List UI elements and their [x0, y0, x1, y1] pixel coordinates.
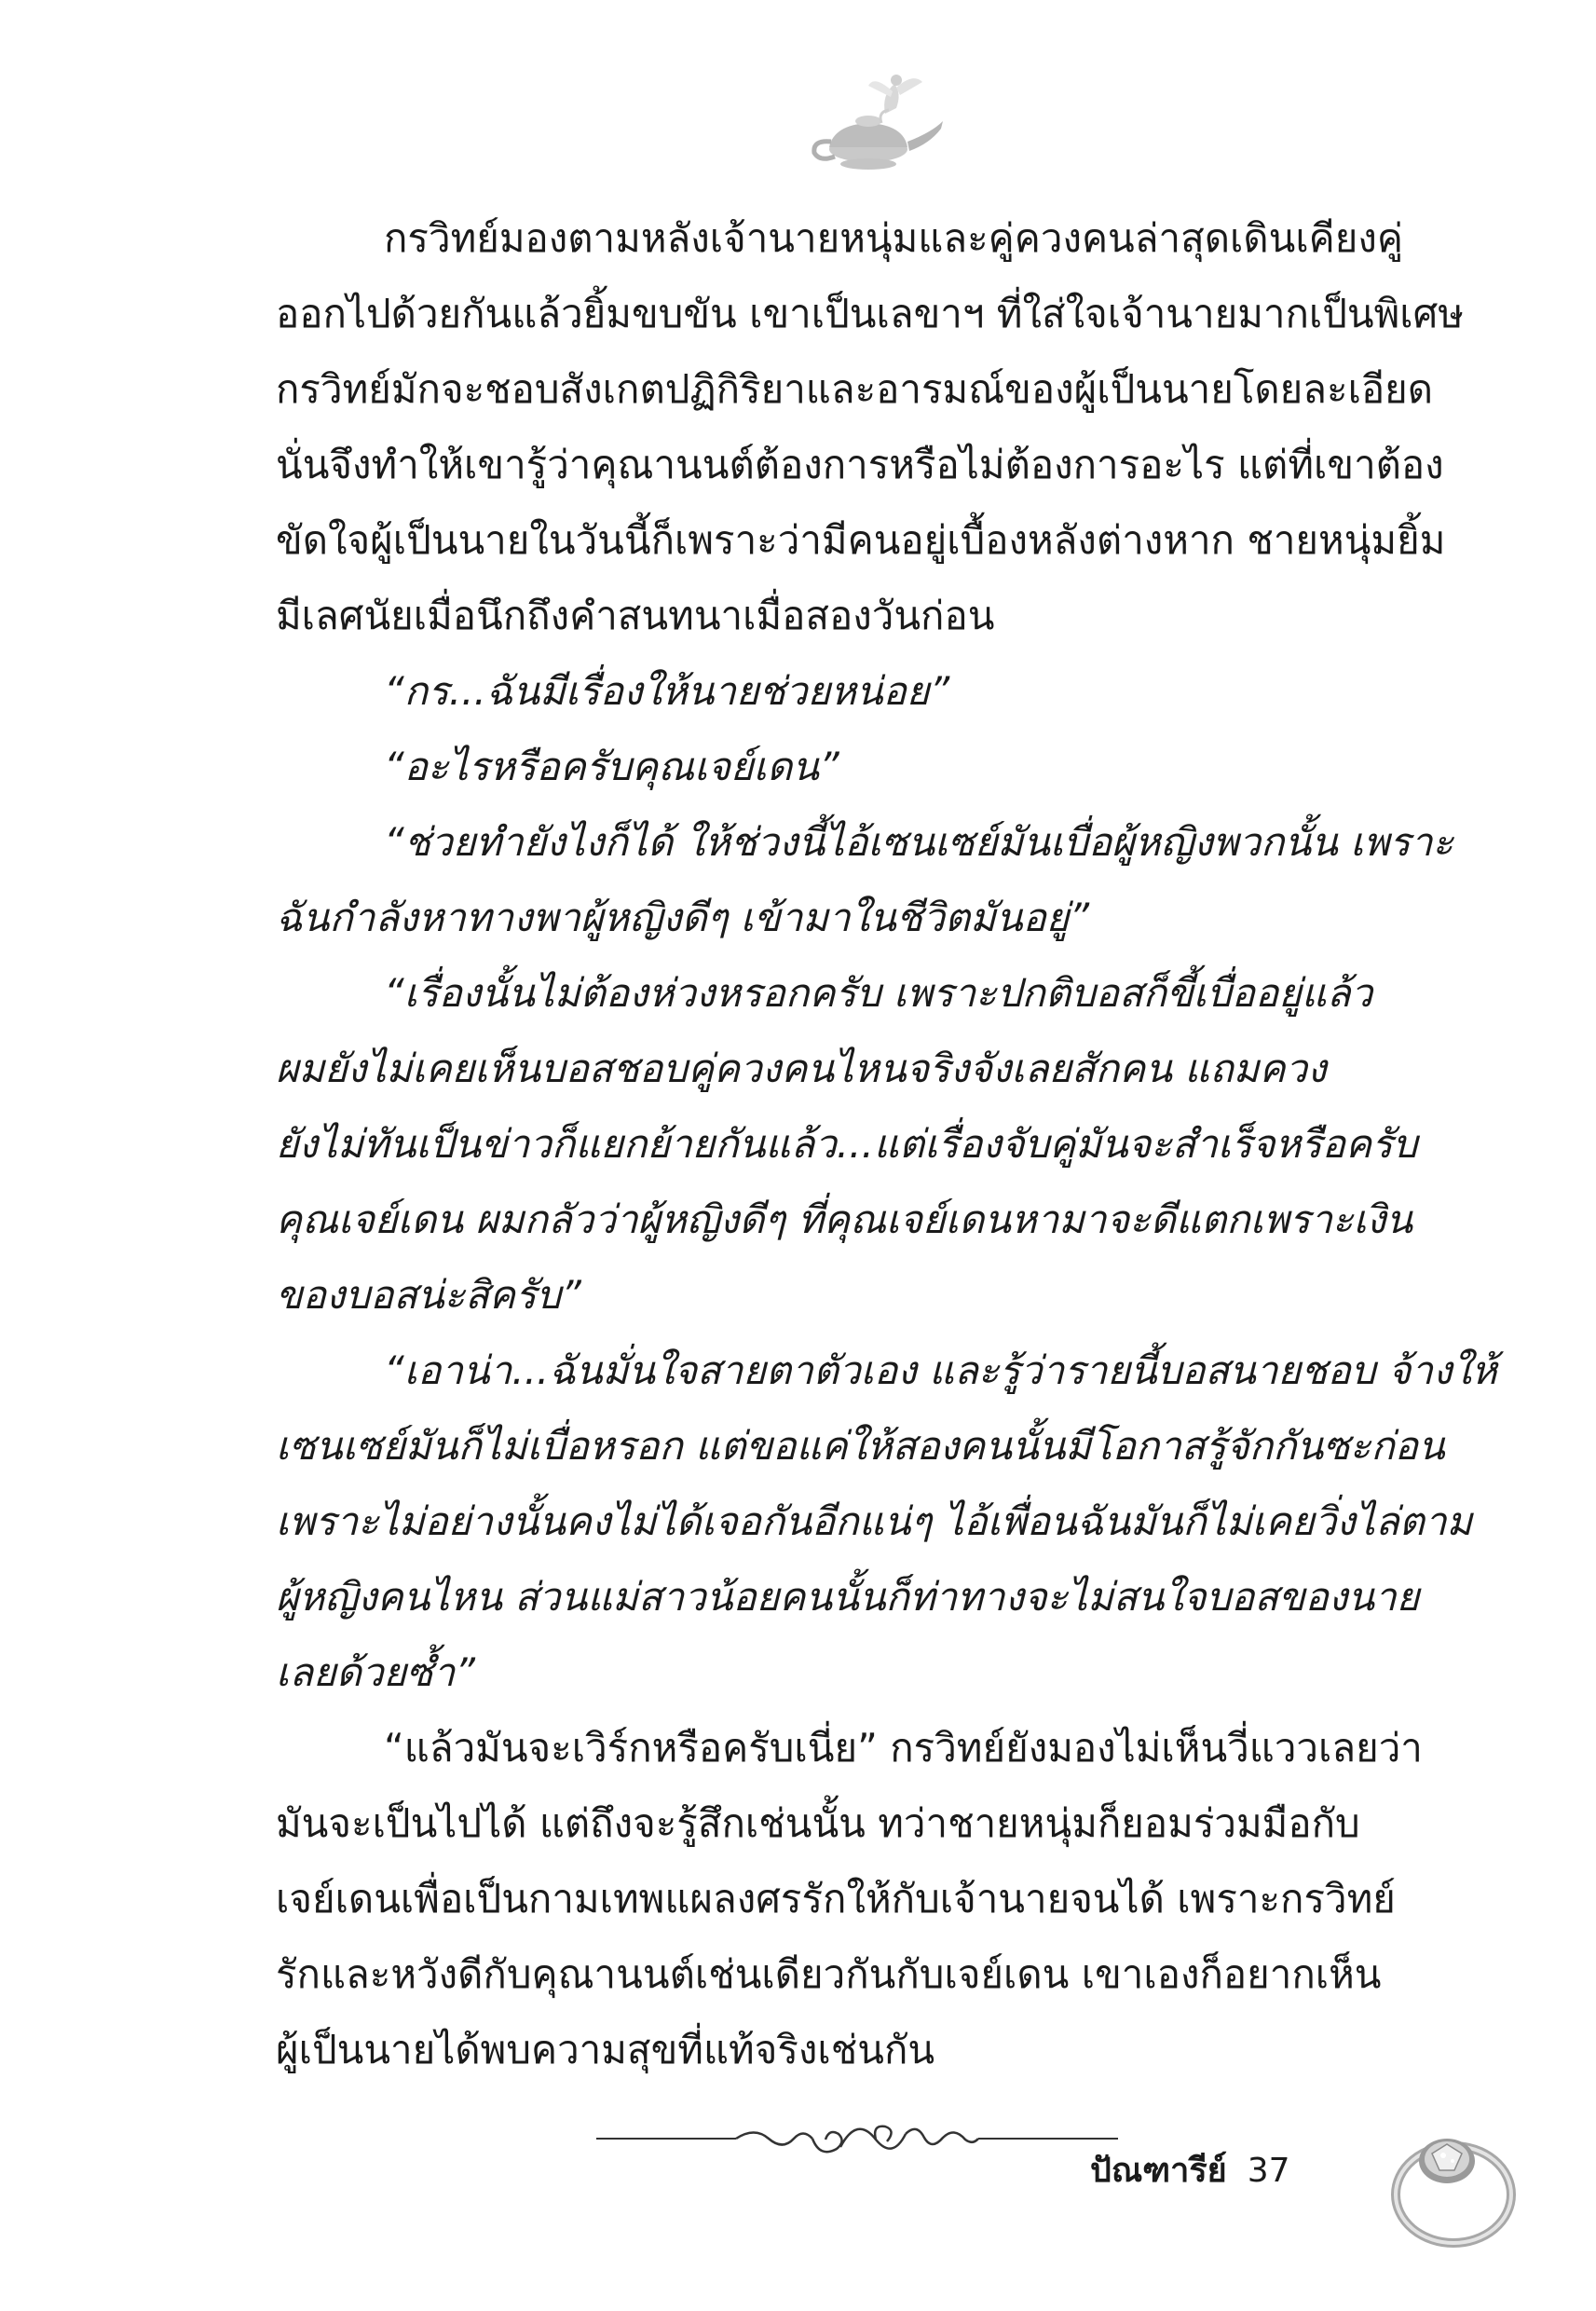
dialogue-line: “เรื่องนั้นไม่ต้องห่วงหรอกครับ เพราะปกติบอสก็ขี้เบื่ออยู่แล้ว — [384, 970, 1373, 1016]
text-line: ออกไปด้วยกันแล้วยิ้มขบขัน เขาเป็นเลขาฯ ที่ใส่ใจเจ้านายมากเป็นพิเศษ — [276, 291, 1465, 336]
body-text — [276, 200, 1497, 2087]
dialogue-line: เลยด้วยซ้ำ” — [276, 1649, 476, 1695]
dialogue-line: คุณเจย์เดน ผมกลัวว่าผู้หญิงดีๆ ที่คุณเจย์เดนหามาจะดีแตกเพราะเงิน — [276, 1197, 1413, 1242]
dialogue-line: “กร...ฉันมีเรื่องให้นายช่วยหน่อย” — [384, 668, 950, 714]
diamond-ring-icon — [1365, 2092, 1523, 2255]
dialogue-line: ยังไม่ทันเป็นข่าวก็แยกย้ายกันแล้ว...แต่เรื่องจับคู่มันจะสำเร็จหรือครับ — [276, 1121, 1418, 1167]
dialogue-line: “ช่วยทำยังไงก็ได้ ให้ช่วงนี้ไอ้เซนเซย์มันเบื่อผู้หญิงพวกนั้น เพราะ — [384, 819, 1453, 865]
dialogue-line: “อะไรหรือครับคุณเจย์เดน” — [384, 744, 839, 789]
dialogue-line: เซนเซย์มันก็ไม่เบื่อหรอก แต่ขอแค่ให้สองคนนั้นมีโอกาสรู้จักกันซะก่อน — [276, 1423, 1445, 1469]
text-line: “แล้วมันจะเวิร์กหรือครับเนี่ย” กรวิทย์ยังมองไม่เห็นวี่แววเลยว่า — [384, 1725, 1423, 1771]
dialogue-line: “เอาน่า...ฉันมั่นใจสายตาตัวเอง และรู้ว่ารายนี้บอสนายชอบ จ้างให้ — [384, 1347, 1497, 1393]
text-line: กรวิทย์มองตามหลังเจ้านายหนุ่มและคู่ควงคนล่าสุดเดินเคียงคู่ — [384, 215, 1403, 261]
text-line: มีเลศนัยเมื่อนึกถึงคำสนทนาเมื่อสองวันก่อน — [276, 593, 995, 638]
page-footer — [1090, 2143, 1290, 2199]
dialogue-line: ฉันกำลังหาทางพาผู้หญิงดีๆ เข้ามาในชีวิตมันอยู่” — [276, 895, 1090, 940]
text-line: เจย์เดนเพื่อเป็นกามเทพแผลงศรรักให้กับเจ้านายจนได้ เพราะกรวิทย์ — [276, 1876, 1396, 1921]
dialogue-line: ของบอสน่ะสิครับ” — [276, 1272, 581, 1318]
dialogue-line: เพราะไม่อย่างนั้นคงไม่ได้เจอกันอีกแน่ๆ ไอ้เพื่อนฉันมันก็ไม่เคยวิ่งไล่ตาม — [276, 1498, 1473, 1544]
dialogue-line: ผู้หญิงคนไหน ส่วนแม่สาวน้อยคนนั้นก็ท่าทางจะไม่สนใจบอสของนาย — [276, 1574, 1420, 1620]
dialogue-line: ผมยังไม่เคยเห็นบอสชอบคู่ควงคนไหนจริงจังเลยสักคน แถมควง — [276, 1046, 1327, 1091]
author-name: ปัณฑารีย์ — [1090, 2152, 1227, 2190]
text-line: รักและหวังดีกับคุณานนต์เช่นเดียวกันกับเจย์เดน เขาเองก็อยากเห็น — [276, 1951, 1382, 1997]
text-line: กรวิทย์มักจะชอบสังเกตปฏิกิริยาและอารมณ์ของผู้เป็นนายโดยละเอียด — [276, 366, 1434, 412]
text-line: มันจะเป็นไปได้ แต่ถึงจะรู้สึกเช่นนั้น ทว่าชายหนุ่มก็ยอมร่วมมือกับ — [276, 1800, 1360, 1846]
text-line: ผู้เป็นนายได้พบความสุขที่แท้จริงเช่นกัน — [276, 2027, 935, 2072]
lamp-fairy-icon — [792, 67, 950, 179]
text-line: นั่นจึงทำให้เขารู้ว่าคุณานนต์ต้องการหรือไม่ต้องการอะไร แต่ที่เขาต้อง — [276, 442, 1444, 487]
flourish-divider-icon — [596, 2106, 1118, 2171]
text-line: ขัดใจผู้เป็นนายในวันนี้ก็เพราะว่ามีคนอยู่เบื้องหลังต่างหาก ชายหนุ่มยิ้ม — [276, 517, 1446, 563]
page-number: 37 — [1247, 2152, 1290, 2190]
